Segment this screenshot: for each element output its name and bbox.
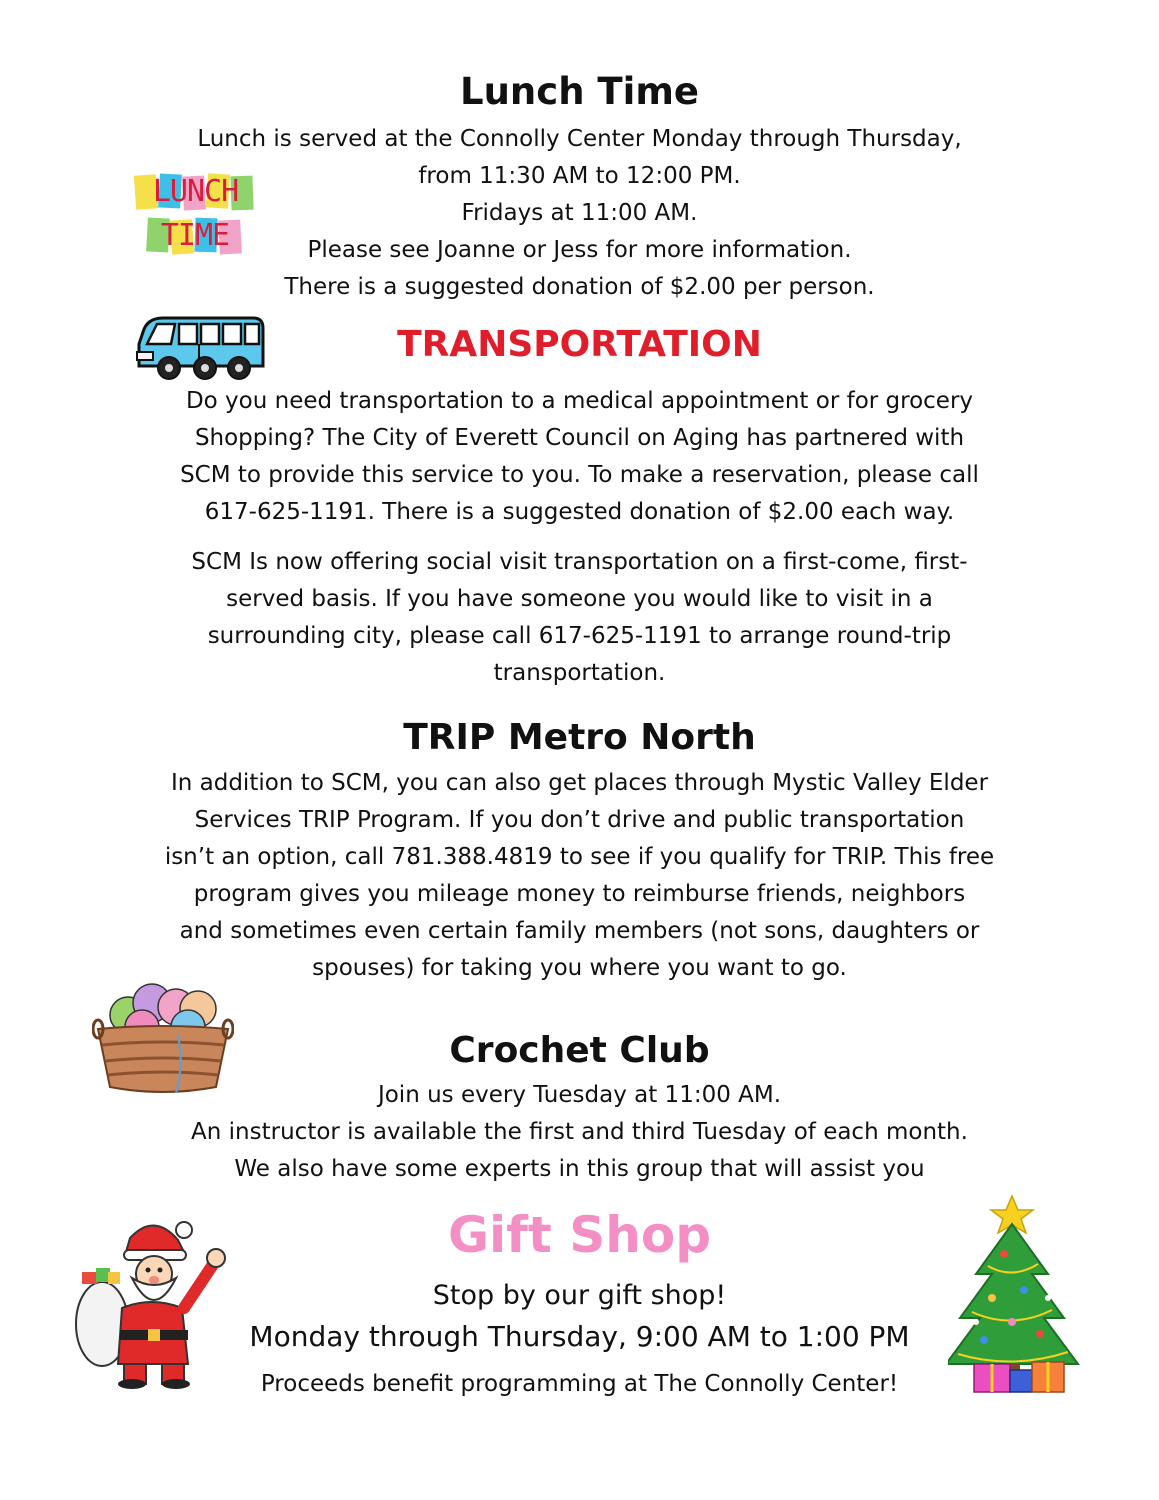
trip-line-5: and sometimes even certain family members (not sons, daughters or (179, 918, 980, 944)
lunch-logo-line2: TIME (160, 218, 230, 253)
crochet-title: Crochet Club (449, 1030, 710, 1071)
transport-p1-line-3: SCM to provide this service to you. To make a reservation, please call (180, 462, 979, 488)
transport-p2-line-1: SCM Is now offering social visit transportation on a first-come, first- (191, 549, 968, 575)
lunch-line-4: Please see Joanne or Jess for more information. (307, 237, 852, 263)
transport-p2-line-3: surrounding city, please call 617-625-1191 to arrange round-trip (207, 623, 952, 649)
trip-title: TRIP Metro North (403, 717, 756, 758)
gift-shop-line-1: Stop by our gift shop! (432, 1280, 727, 1311)
transport-p1-line-2: Shopping? The City of Everett Council on Aging has partnered with (194, 425, 965, 451)
gift-shop-line-3: Proceeds benefit programming at The Connolly Center! (260, 1371, 899, 1397)
gift-shop-title: Gift Shop (448, 1206, 711, 1264)
gift-shop-line-2: Monday through Thursday, 9:00 AM to 1:00 PM (249, 1320, 910, 1353)
crochet-line-1: Join us every Tuesday at 11:00 AM. (377, 1082, 782, 1108)
lunch-line-1: Lunch is served at the Connolly Center Monday through Thursday, (197, 126, 962, 152)
trip-line-4: program gives you mileage money to reimburse friends, neighbors (193, 881, 966, 907)
crochet-line-3: We also have some experts in this group that will assist you (234, 1156, 925, 1182)
lunch-time-logo-icon (133, 170, 258, 260)
trip-line-1: In addition to SCM, you can also get places through Mystic Valley Elder (170, 770, 989, 796)
lunch-line-3: Fridays at 11:00 AM. (461, 200, 698, 226)
lunch-line-2: from 11:30 AM to 12:00 PM. (418, 163, 741, 189)
lunch-line-5: There is a suggested donation of $2.00 per person. (284, 274, 875, 300)
trip-line-2: Services TRIP Program. If you don’t drive and public transportation (194, 807, 965, 833)
transportation-title: TRANSPORTATION (397, 324, 762, 365)
trip-line-3: isn’t an option, call 781.388.4819 to see if you qualify for TRIP. This free (164, 844, 995, 870)
transport-p1-line-1: Do you need transportation to a medical appointment or for grocery (185, 388, 974, 414)
trip-line-6: spouses) for taking you where you want to go. (312, 955, 847, 981)
transport-p2-line-4: transportation. (493, 660, 666, 686)
lunch-title: Lunch Time (460, 70, 699, 113)
transport-p1-line-4: 617-625-1191. There is a suggested donation of $2.00 each way. (204, 499, 955, 525)
transport-p2-line-2: served basis. If you have someone you would like to visit in a (226, 586, 933, 612)
crochet-line-2: An instructor is available the first and third Tuesday of each month. (191, 1119, 968, 1145)
lunch-logo-line1: LUNCH (152, 174, 239, 209)
